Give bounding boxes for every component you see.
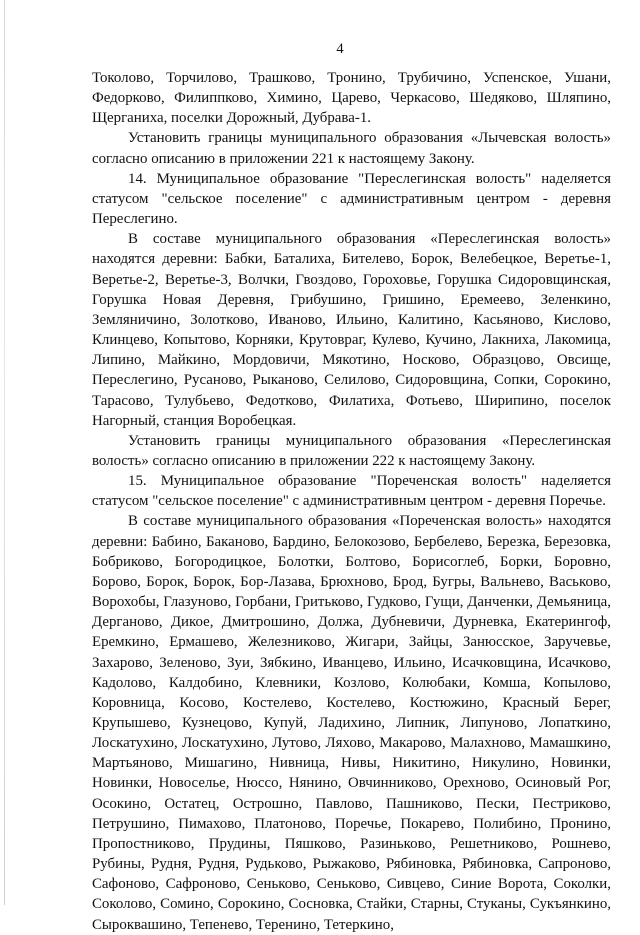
paragraph-porechye-villages: В составе муниципального образования «Пореченская волость» находятся деревни: Бабино, Баканово, Бардино, Белокозово, Бербелево, Березка, Березовка, Бобриково, Богородицкое, Болотки, Болтово, Борисоглеб, Борки, Боровно, Борово, Борок, Борок, Бор-Лазава, Брюхново, Брод, Бугры, Вальнево, Васьково, Ворохобы, Глазуново, Горбани, Гритьково, Гудково, Гущи, Данченки, Демьяница, Дерганово, Дикое, Дмитрошино, Должа, Дубневичи, Дурневка, Екатерингоф, Еремкино, Ермашево, Железниково, Жигари, Зайцы, Занюсское, Заручевье, Захарово, Зеленово, Зуи, Зябкино, Иванцево, Ильино, Исачковщина, Исачково, Кадолово, Калдобино, Клевники, Козлово, Колюбаки, Комша, Копылово, Коровница, Косово, Костелево, Костелево, Костюжино, Красный Берег, Крупышево, Кузнецово, Купуй, Ладихино, Липник, Липуново, Лопаткино, Лоскатухино, Лоскатухино, Лутово, Ляхово, Макарово, Малахново, Мамашкино, Мартьяново, Мишагино, Нивница, Нивы, Никитино, Никулино, Новинки, Новинки, Новоселье, Нюссо, Нянино, Овчинниково, Орехново, Осиновый Рог, Осокино, Остатец, Острошно, Павлово, Пашниково, Пески, Пестриково, Петрушино, Пимахово, Платоново, Поречье, Покарево, Полибино, Пронино, Пропостниково, Прудины, Пяшково, Разиньково, Решетниково, Рошнево, Рубины, Рудня, Рудня, Рудьково, Рыжаково, Рябиновка, Рябиновка, Сапроново, Сафоново, Сафроново, Сеньково, Сеньково, Сивцево, Синие Ворота, Соколки, Соколово, Сомино, Сорокино, Сосновка, Стайки, Старны, Стуканы, Сукъянкино, Сыроквашино, Тепенево, Теренино, Тетеркино, — [92, 513, 611, 933]
paragraph-lychevskaya-boundaries: Установить границы муниципального образования «Лычевская волость» согласно описанию в приложении 221 к настоящему Закону. — [92, 130, 611, 167]
scan-left-edge — [4, 0, 5, 905]
paragraph-item-14: 14. Муниципальное образование "Переслегинская волость" наделяется статусом "сельское поселение" с административным центром - деревня Переслегино. — [92, 170, 611, 228]
paragraph-pereslegino-villages: В составе муниципального образования «Переслегинская волость» находятся деревни: Бабки, Баталиха, Бителево, Борок, Велебецкое, Веретье-1, Веретье-2, Веретье-3, Волчки, Гвоздово, Гороховье, Горушка Сидоровщинская, Горушка Новая Деревня, Грибушино, Гришино, Еремеево, Зеленкино, Земляничино, Золотково, Иваново, Ильино, Калитино, Касьяново, Кислово, Клинцево, Копытово, Корняки, Крутовраг, Кулево, Кучино, Лакниха, Лакомица, Липино, Майкино, Мордовичи, Мякотино, Носково, Образцово, Овсище, Переслегино, Русаново, Рыканово, Селилово, Сидоровщина, Сопки, Сорокино, Тарасово, Тулубьево, Федотково, Филатиха, Фотьево, Ширипино, поселок Нагорный, станция Воробецкая. — [92, 231, 611, 429]
paragraph-pereslegino-boundaries: Установить границы муниципального образования «Переслегинская волость» согласно описанию в приложении 222 к настоящему Закону. — [92, 432, 611, 469]
document-body — [92, 68, 611, 935]
paragraph-item-15: 15. Муниципальное образование "Пореченская волость" наделяется статусом "сельское поселение" с административным центром - деревня Поречье. — [92, 473, 611, 510]
page-number: 4 — [336, 41, 344, 57]
paragraph-continuation: Токолово, Торчилово, Трашково, Тронино, Трубичино, Успенское, Ушани, Федорково, Филиппково, Химино, Царево, Черкасово, Шедяково, Шляпино, Щерганиха, поселки Дорожный, Дубрава-1. — [92, 70, 611, 127]
